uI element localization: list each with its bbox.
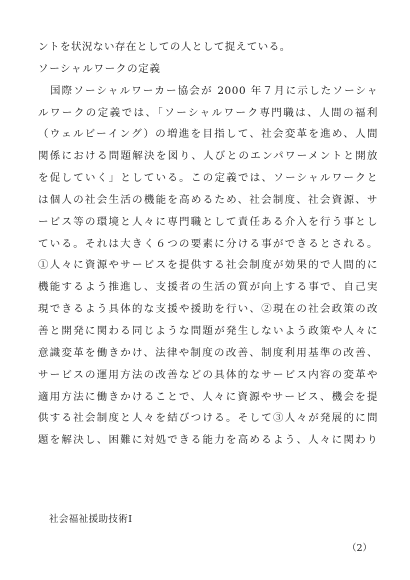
section-heading: ソーシャルワークの定義 — [38, 62, 161, 75]
text-line: 意識変革を働きかけ、法律や制度の改善、制度利用基準の改善、 — [38, 346, 378, 359]
text-line: （ウェルビーイング）の増進を目指して、社会変革を進め、人間 — [38, 128, 378, 141]
body-text — [38, 37, 378, 452]
text-line: 題を解決し、困難に対処できる能力を高めるよう、人々に関わり — [38, 434, 378, 447]
text-line: 供する社会制度と人々を結びつける。そして③人々が発展的に問 — [38, 412, 378, 425]
text-line: を促していく」としている。この定義では、ソーシャルワークと — [38, 172, 378, 185]
text-line: は個人の社会生活の機能を高めるため、社会制度、社会資源、サ — [38, 193, 378, 206]
text-line: 善と開発に関わる同じような問題が発生しないよう政策や人々に — [38, 324, 378, 337]
text-line: 機能するよう推進し、支援者の生活の質が向上する事で、自己実 — [38, 281, 378, 294]
footer-course-label: 社会福祉援助技術Ⅰ — [49, 514, 133, 525]
text-line: ントを状況ない存在としての人として捉えている。 — [38, 41, 291, 53]
text-line: 現できるよう具体的な支援や援助を行い、②現在の社会政策の改 — [38, 303, 378, 316]
text-line: ①人々に資源やサービスを提供する社会制度が効果的で人間的に — [38, 259, 378, 272]
text-line: 適用方法に働きかけることで、人々に資源やサービス、機会を提 — [38, 390, 378, 403]
text-line: サービスの運用方法の改善などの具体的なサービス内容の変革や — [38, 368, 378, 381]
page-number: （2） — [346, 543, 372, 554]
text-line: ービス等の環境と人々に専門職として責任ある介入を行う事とし — [38, 215, 378, 228]
text-line: 国際ソーシャルワーカー協会が 2000 年７月に示したソーシャ — [50, 84, 378, 97]
text-line: ルワークの定義では、「ソーシャルワーク専門職は、人間の福利 — [38, 106, 378, 119]
text-line: 関係における問題解決を図り、人びとのエンパワーメントと開放 — [38, 150, 378, 163]
text-line: ている。それは大きく６つの要素に分ける事ができるとされる。 — [38, 237, 378, 250]
